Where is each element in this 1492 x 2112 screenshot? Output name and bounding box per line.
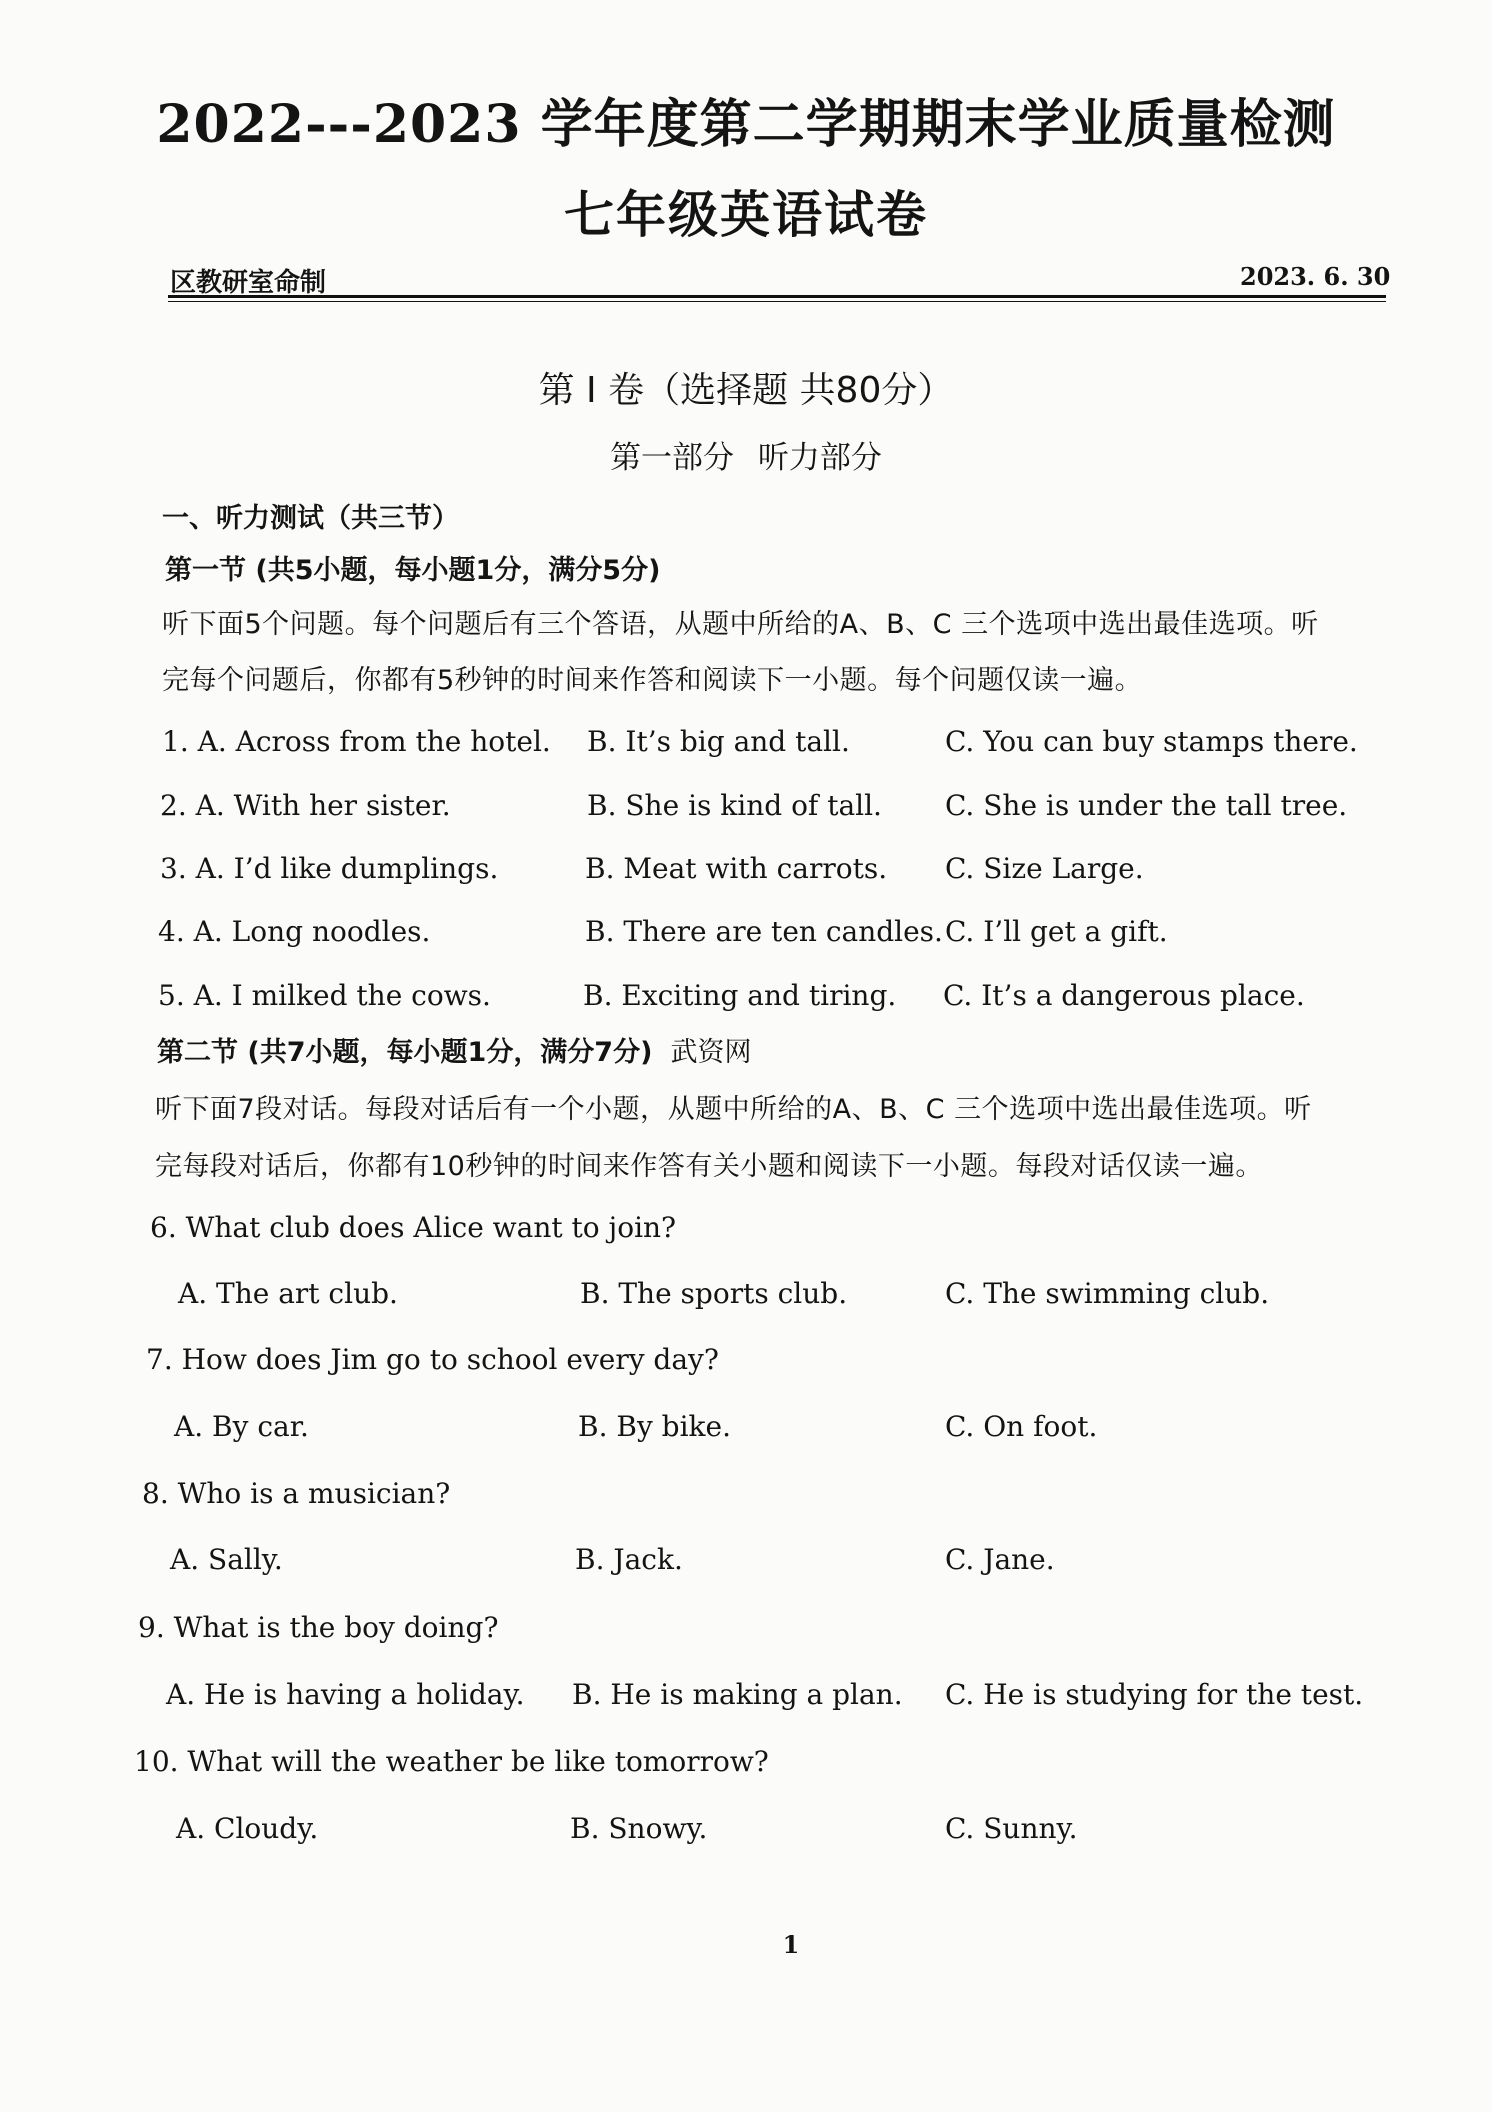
section1-instruction-line1: 听下面5个问题。每个问题后有三个答语，从题中所给的A、B、C 三个选项中选出最佳选项。听 bbox=[162, 609, 1319, 640]
volume-title: 第 I 卷（选择题 共80分） bbox=[538, 370, 954, 411]
q10-question: 10. What will the weather be like tomorrow? bbox=[134, 1745, 769, 1778]
exam-title-line2: 七年级英语试卷 bbox=[564, 185, 928, 244]
q2-option-a: 2. A. With her sister. bbox=[160, 789, 451, 822]
section1-heading: 第一节 (共5小题，每小题1分，满分5分) bbox=[165, 555, 661, 586]
q2-option-c: C. She is under the tall tree. bbox=[945, 789, 1348, 822]
q3-option-c: C. Size Large. bbox=[945, 852, 1144, 885]
q9-question: 9. What is the boy doing? bbox=[138, 1611, 499, 1644]
q1-option-b: B. It’s big and tall. bbox=[587, 725, 850, 758]
watermark-text: 武资网 bbox=[670, 1037, 752, 1068]
q9-option-c: C. He is studying for the test. bbox=[945, 1678, 1364, 1711]
q8-option-c: C. Jane. bbox=[945, 1543, 1055, 1576]
q3-option-b: B. Meat with carrots. bbox=[585, 852, 888, 885]
section-heading: 一、听力测试（共三节） bbox=[162, 503, 459, 534]
section1-instruction-line2: 完每个问题后，你都有5秒钟的时间来作答和阅读下一小题。每个问题仅读一遍。 bbox=[162, 665, 1143, 696]
q4-option-c: C. I’ll get a gift. bbox=[945, 915, 1168, 948]
header-rule-thin bbox=[168, 301, 1386, 302]
q8-option-a: A. Sally. bbox=[170, 1543, 283, 1576]
exam-title-line1: 2022---2023 学年度第二学期期末学业质量检测 bbox=[156, 94, 1336, 155]
q9-option-a: A. He is having a holiday. bbox=[166, 1678, 525, 1711]
q10-option-c: C. Sunny. bbox=[945, 1812, 1078, 1845]
q7-question: 7. How does Jim go to school every day? bbox=[146, 1343, 719, 1376]
q7-option-c: C. On foot. bbox=[945, 1410, 1098, 1443]
q8-question: 8. Who is a musician? bbox=[142, 1477, 451, 1510]
q4-option-a: 4. A. Long noodles. bbox=[158, 915, 431, 948]
q5-option-c: C. It’s a dangerous place. bbox=[943, 979, 1305, 1012]
section2-heading bbox=[157, 1030, 751, 1069]
q8-option-b: B. Jack. bbox=[575, 1543, 683, 1576]
issuer-label: 区教研室命制 bbox=[170, 268, 327, 298]
exam-date: 2023. 6. 30 bbox=[1240, 262, 1391, 291]
page-number: 1 bbox=[782, 1930, 800, 1959]
q4-option-b: B. There are ten candles. bbox=[585, 915, 943, 948]
q1-option-a: 1. A. Across from the hotel. bbox=[162, 725, 551, 758]
q9-option-b: B. He is making a plan. bbox=[572, 1678, 903, 1711]
q10-option-a: A. Cloudy. bbox=[176, 1812, 319, 1845]
q6-option-b: B. The sports club. bbox=[580, 1277, 848, 1310]
q7-option-b: B. By bike. bbox=[578, 1410, 731, 1443]
q7-option-a: A. By car. bbox=[174, 1410, 309, 1443]
part-title: 第一部分 听力部分 bbox=[610, 440, 882, 476]
q6-option-c: C. The swimming club. bbox=[945, 1277, 1270, 1310]
q1-option-c: C. You can buy stamps there. bbox=[945, 725, 1358, 758]
q2-option-b: B. She is kind of tall. bbox=[587, 789, 882, 822]
q5-option-b: B. Exciting and tiring. bbox=[583, 979, 897, 1012]
section2-instruction-line2: 完每段对话后，你都有10秒钟的时间来作答有关小题和阅读下一小题。每段对话仅读一遍。 bbox=[155, 1151, 1263, 1182]
header-rule-thick bbox=[168, 295, 1386, 298]
q6-question: 6. What club does Alice want to join? bbox=[150, 1211, 677, 1244]
q3-option-a: 3. A. I’d like dumplings. bbox=[160, 852, 499, 885]
q10-option-b: B. Snowy. bbox=[570, 1812, 708, 1845]
q5-option-a: 5. A. I milked the cows. bbox=[158, 979, 491, 1012]
q6-option-a: A. The art club. bbox=[178, 1277, 398, 1310]
section2-instruction-line1: 听下面7段对话。每段对话后有一个小题，从题中所给的A、B、C 三个选项中选出最佳选项。听 bbox=[155, 1094, 1312, 1125]
section2-heading-text: 第二节 (共7小题，每小题1分，满分7分) bbox=[157, 1037, 653, 1068]
